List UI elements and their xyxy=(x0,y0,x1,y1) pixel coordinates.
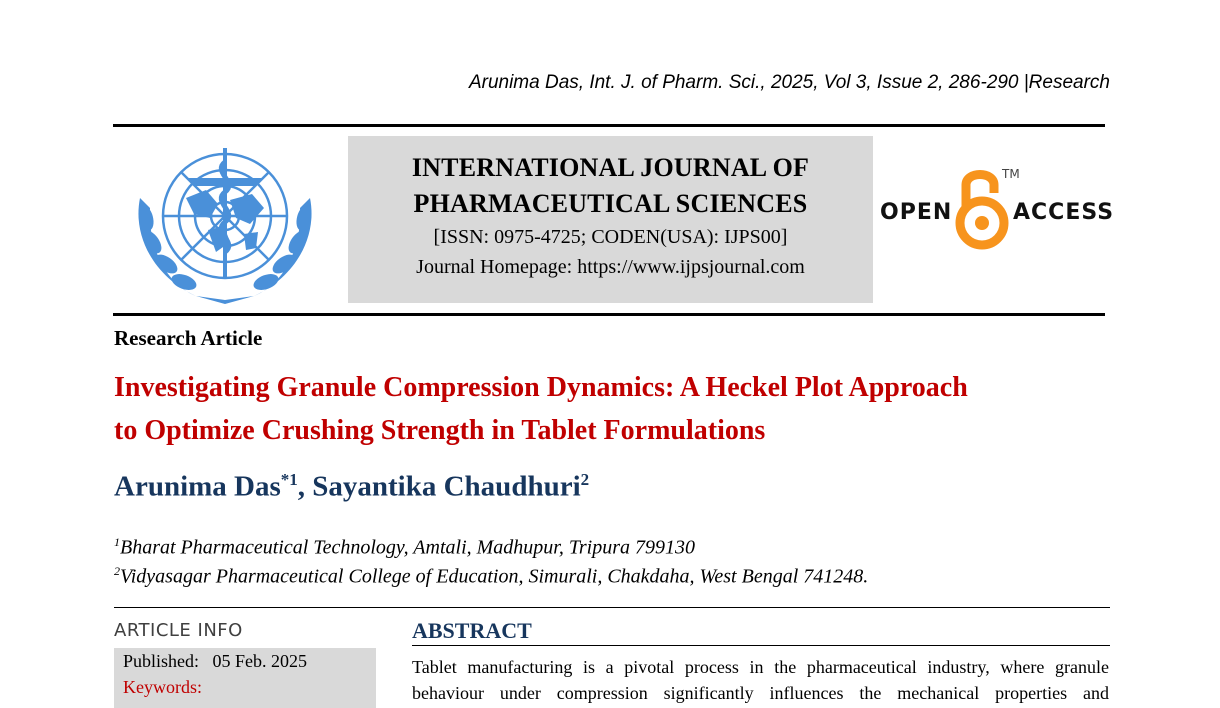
affiliation-number: 1 xyxy=(114,535,120,549)
affiliation xyxy=(114,535,695,560)
journal-homepage: Journal Homepage: https://www.ijpsjournal.com xyxy=(416,256,805,278)
open-access-open-text: OPEN xyxy=(880,200,953,225)
trademark-symbol: TM xyxy=(1002,167,1020,181)
author-name: Arunima Das xyxy=(114,470,281,503)
author-list xyxy=(114,470,589,504)
affiliation-number: 2 xyxy=(114,564,120,578)
journal-issn: [ISSN: 0975-4725; CODEN(USA): IJPS00] xyxy=(433,226,788,248)
journal-emblem-icon xyxy=(126,138,324,306)
open-access-access-text: ACCESS xyxy=(1013,200,1115,225)
paper-title xyxy=(114,366,1114,452)
running-header: Arunima Das, Int. J. of Pharm. Sci., 2025, Vol 3, Issue 2, 286-290 |Research xyxy=(468,72,1110,93)
paper-title-line2: to Optimize Crushing Strength in Tablet Formulations xyxy=(114,415,766,446)
abstract-text xyxy=(412,654,1109,706)
author-separator: , xyxy=(297,470,313,503)
masthead-bottom-rule xyxy=(113,313,1105,316)
author-affiliation-mark: *1 xyxy=(280,470,298,489)
article-type: Research Article xyxy=(114,326,263,350)
top-rule xyxy=(113,124,1105,127)
open-access-logo xyxy=(880,165,1115,255)
section-divider xyxy=(114,607,1110,608)
abstract-line: Tablet manufacturing is a pivotal process in the pharmaceutical industry, where granule xyxy=(412,657,1109,677)
keywords-label: Keywords: xyxy=(123,677,202,697)
abstract-line: behaviour under compression significantly influences the mechanical properties and xyxy=(412,683,1109,703)
published-label: Published: xyxy=(123,651,200,671)
article-info-heading: ARTICLE INFO xyxy=(114,620,243,641)
author-affiliation-mark: 2 xyxy=(580,470,590,489)
journal-name xyxy=(348,150,873,222)
published-date: 05 Feb. 2025 xyxy=(212,651,308,671)
affiliation-text: Bharat Pharmaceutical Technology, Amtali, Madhupur, Tripura 799130 xyxy=(120,536,696,559)
abstract-heading: ABSTRACT xyxy=(412,618,532,643)
paper-title-line1: Investigating Granule Compression Dynamics: A Heckel Plot Approach xyxy=(114,372,968,403)
published-row xyxy=(123,651,307,672)
affiliation-text: Vidyasagar Pharmaceutical College of Education, Simurali, Chakdaha, West Bengal 741248. xyxy=(120,565,869,588)
journal-name-line1: INTERNATIONAL JOURNAL OF xyxy=(411,153,810,182)
article-info-box xyxy=(114,648,376,708)
journal-name-line2: PHARMACEUTICAL SCIENCES xyxy=(413,189,808,218)
abstract-rule xyxy=(412,645,1110,646)
journal-masthead xyxy=(348,136,873,303)
author-name: Sayantika Chaudhuri xyxy=(312,470,581,503)
affiliation xyxy=(114,564,868,589)
